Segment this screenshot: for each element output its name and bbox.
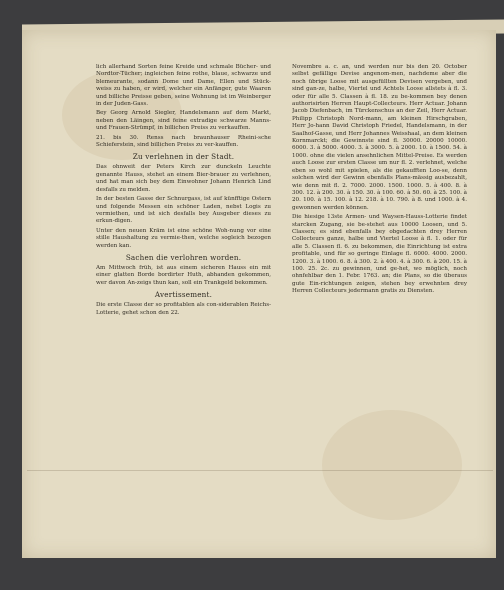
advert-text: In der besten Gasse der Schnurgass, ist auf künfftige Ostern und folgende Messen ein schöner Laden, nebst Logis zu vermiethen, und ist sich desfalls bey Ausgeber dieses zu erkun-digen. (96, 196, 271, 225)
advert-text: 21. bis 30. Renss nach braunhauser Rheini-sche Schieferstein, sind billichen Preiss zu ver-kauffen. (96, 134, 271, 149)
advert-text: Das ohnweit der Peters Kirch zur dunckeln Leuchte genannte Hauss, stehet an einem Bier-brauer zu verlehnen, und hat man sich bey dem Einwohner Johann Henrich Lind desfalls zu melden. (96, 164, 271, 193)
right-column (292, 64, 467, 436)
advert-text: Unter den neuen Kräm ist eine schöne Woh-nung vor eine stille Haushaltung zu vermie-then, welche sogleich bezogen werden kan. (96, 227, 271, 249)
advert-text: Novembre a. c. an, und werden nur bis den 20. October selbst gefällige Devise angenom-men, nachdeme aber die noch übrige Loose mit ausgefüllten Devisen vergeben, und sind gan-ze, halbe, Viertel und Achtels Loose allstets à fl. 3. oder für alle 5. Classen à fl. 18. zu be-kommen bey denen authorisirten Herren Haupt-Collecteurs. Herr Actuar. Johann Jacob Diefenbach, im Türckenschus an der Zeil, Herr Actuar. Philipp Christoph Nord-mann, am kleinen Hirschgraben, Herr Jo-hann David Christoph Friedel, Handelsmann, in der Saalhof-Gasse, und Herr Johannes Weisshaal, an dem kleinen Kornmarckt; die Gewinnste sind fl. 30000. 20000 10000. 6000. 3. à 5000. 4000. 3. à 3000. 5. à 2000. 10. à 1500. 54. à 1000. ohne die vielen ansehnlichen Mittel-Preise. Es werden auch Loose zur ersten Classe um nur fl. 2. verlehnet, welche eben so wohl mit spielen, als die gekaufften Loo-se, denn solchen wird der Gewinn ebenfalls Plans-mässig ausbezahlt, wie denn mit fl. 2. 7000. 2000. 1500. 1000. 5. à 400. 8. à 300. 12. à 200. 30. à 150. 30. à 100. 60. à 50. 60. à 25. 100. à 20. 100. à 15. 100. à 12. 218. à 10. 790. à 8. und 1000. à 4. gewonnen werden können. (292, 64, 467, 211)
section-heading: Sachen die verlohren worden. (125, 252, 242, 262)
advert-text: Am Mittwoch früh, ist aus einem sicheren Hauss ein mit einer glatten Borde bordirter Huth, abhanden gekommen, wer davon An-zeigs thun kan, soll ein Trankgeld bekommen. (96, 264, 271, 286)
section-heading: Zu verlehnen in der Stadt. (132, 152, 235, 162)
advert-text: Die erste Classe der so profitablen als con-siderablen Reichs-Lotterie, gehet schon den 22. (96, 302, 271, 316)
advert-text: Die hiesige 13ste Armen- und Waysen-Hauss-Lotterie findet starcken Zugang, sie be-stehet aus 10000 Loosen, und 5. Classen; es sind ebenfalls bey obgedachten drey Herren Collecteurs ganze, halbe und Viertel Loose à fl. 1. oder für alle 5. Classen fl. 6. zu bekommen, die Einrichtung ist extra profitable, und für so geringe Einlage fl. 6000. 4000. 2000. 1200. 3. à 1000. 6. 8. à 300. 2. à 400. 4. à 300. 6. à 200. 15. à 100. 25. 2c. zu gewinnen, und ge-het, wo möglich, noch ohnfehlbar den 1. Febr. 1763. an; die Plans, so die überaus gute Ein-richtungen zeigen, stehen bey erwehnten drey Herren Collecteurs jedermann gratis zu Diensten. (292, 214, 467, 295)
left-column (96, 64, 271, 436)
advert-text: lich allerhand Sorten feine Kreide und schmale Bücher- und Nordtor-Tücher; ingleichen feine rothe, blaue, schwarze und blemeurante, sodann Dome und Dame, Ellen und Stück-weiss zu haben, er wird, welcher ein Anfänger, gute Waaren und billiche Preisse geben, seine Wohnung ist im Weinberger in der Juden-Gass. (96, 64, 271, 108)
section-heading: Avertissement. (154, 290, 213, 300)
advert-text: Bey Georg Arnold Siegler, Handelsmann auf dem Markt, neben den Läingen, sind feine extradige schwarze Manns- und Frauen-Strümpf, in billichen Preiss zu verkauffen. (96, 110, 271, 132)
page-fold-line (27, 470, 493, 471)
